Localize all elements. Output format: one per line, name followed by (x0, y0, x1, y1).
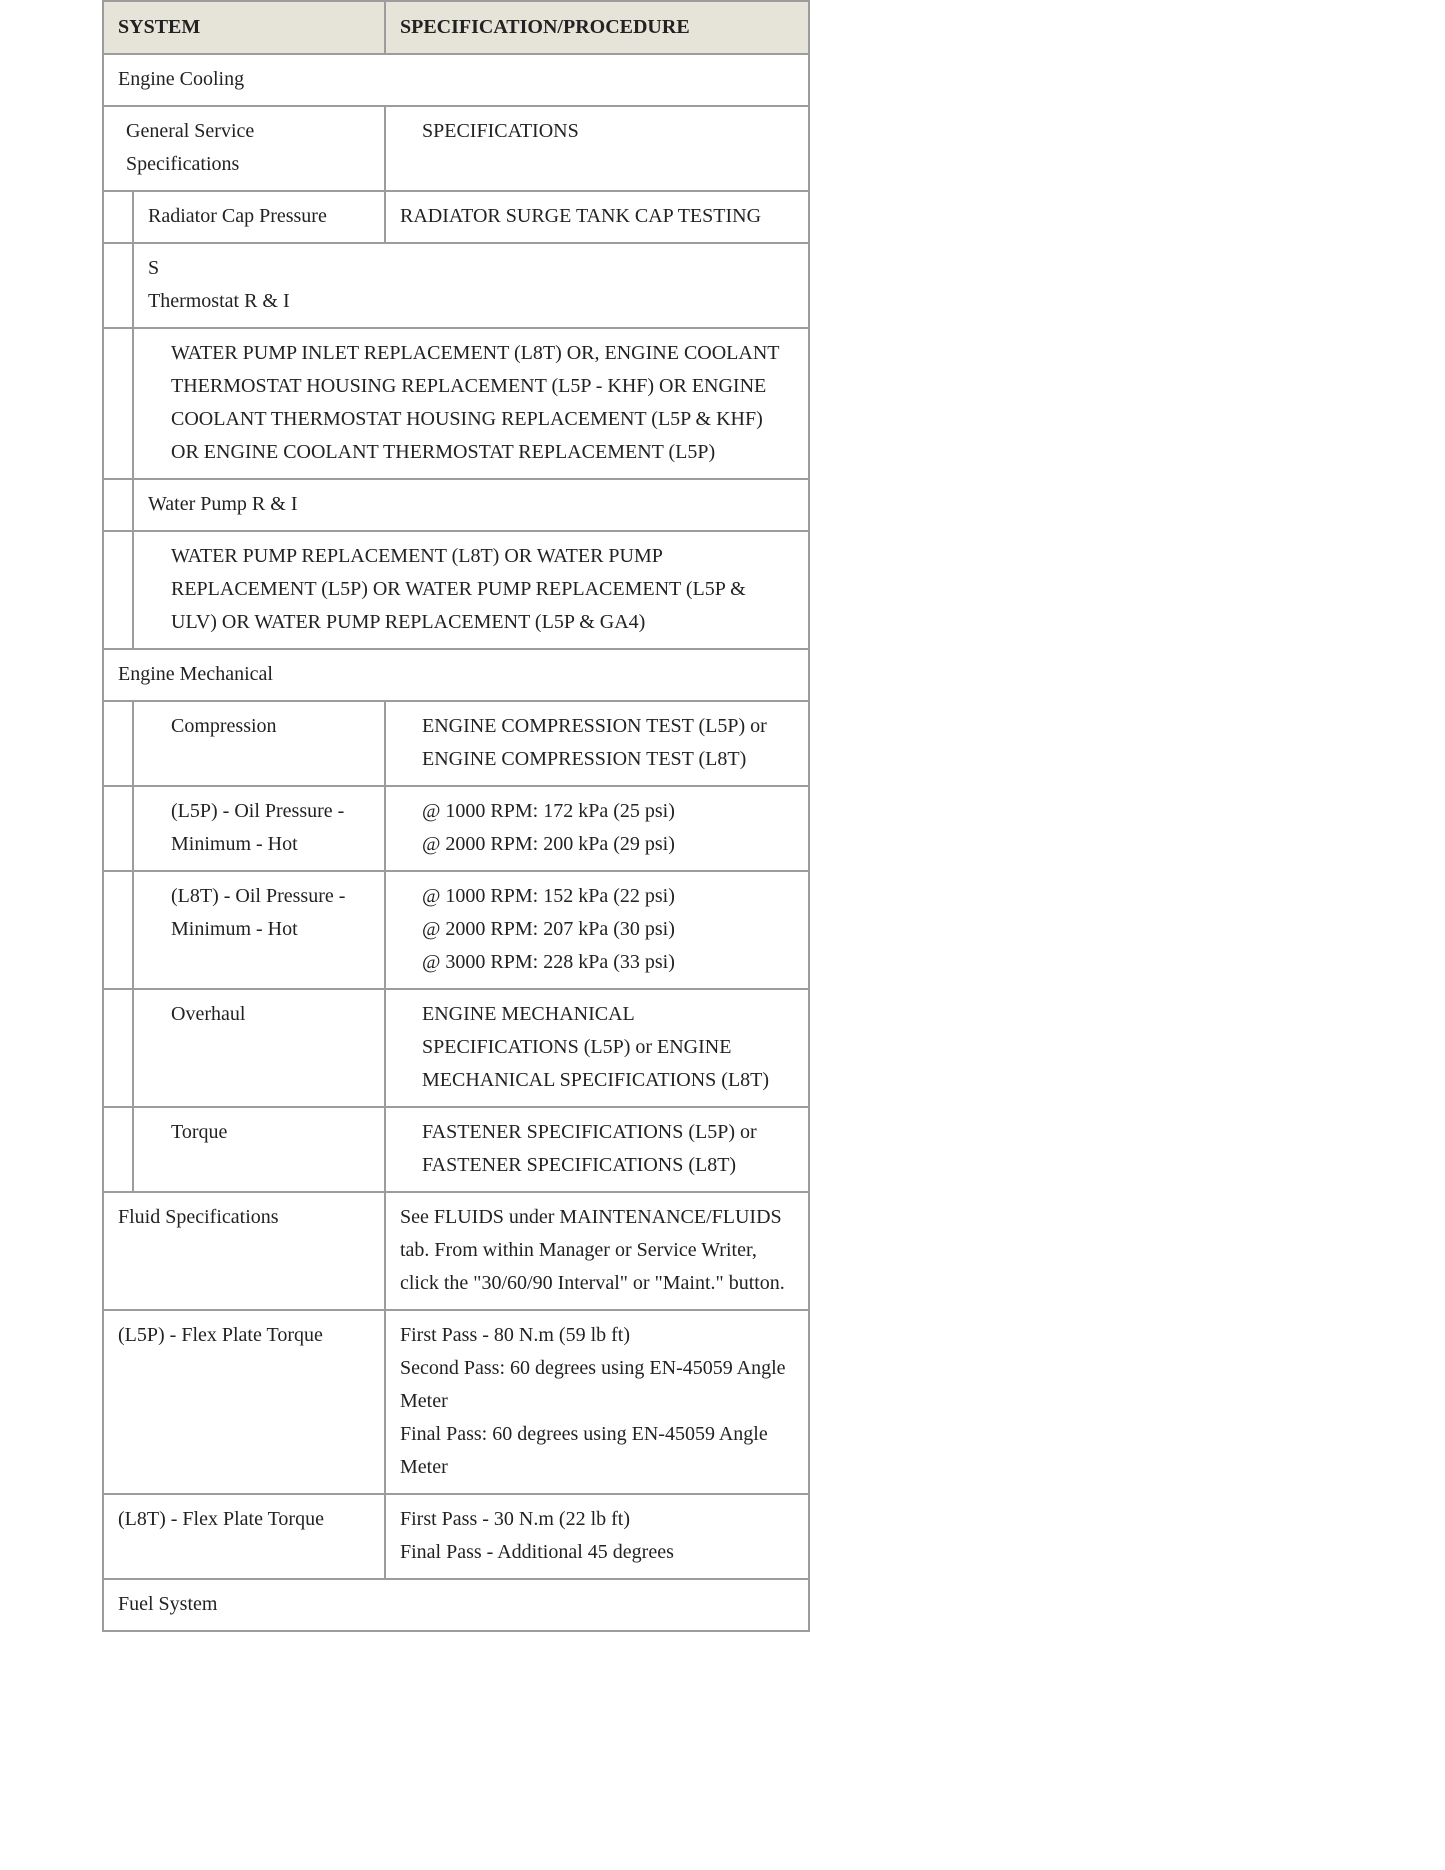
section-fuel-system: Fuel System (103, 1579, 809, 1631)
radiator-cap-label: Radiator Cap Pressure (133, 191, 385, 243)
table-row (103, 531, 809, 649)
table-row (103, 1192, 809, 1310)
indent-cell (103, 701, 133, 786)
section-engine-cooling: Engine Cooling (103, 54, 809, 106)
table-row (103, 328, 809, 479)
table-row (103, 989, 809, 1107)
indent-cell (103, 191, 133, 243)
overhaul-label: Overhaul (133, 989, 385, 1107)
flex-plate-pass: Final Pass: 60 degrees using EN-45059 Angle Meter (400, 1423, 768, 1478)
table-row (103, 786, 809, 871)
table-row (103, 1310, 809, 1494)
overhaul-value: ENGINE MECHANICAL SPECIFICATIONS (L5P) or ENGINE MECHANICAL SPECIFICATIONS (L8T) (385, 989, 809, 1107)
fluid-spec-value: See FLUIDS under MAINTENANCE/FLUIDS tab. From within Manager or Service Writer, click the "30/60/90 Interval" or "Maint." button. (385, 1192, 809, 1310)
compression-value: ENGINE COMPRESSION TEST (L5P) or ENGINE COMPRESSION TEST (L8T) (385, 701, 809, 786)
table-row (103, 243, 809, 328)
water-pump-procedure: WATER PUMP REPLACEMENT (L8T) OR WATER PUMP REPLACEMENT (L5P) OR WATER PUMP REPLACEMENT (L5P & ULV) OR WATER PUMP REPLACEMENT (L5P & GA4) (133, 531, 809, 649)
flex-plate-l8t-label: (L8T) - Flex Plate Torque (103, 1494, 385, 1579)
section-row-fuel-system (103, 1579, 809, 1631)
water-pump-label: Water Pump R & I (133, 479, 809, 531)
flex-plate-pass: Second Pass: 60 degrees using EN-45059 Angle Meter (400, 1357, 786, 1412)
oil-pressure-line: @ 3000 RPM: 228 kPa (33 psi) (422, 951, 675, 973)
oil-pressure-line: @ 1000 RPM: 172 kPa (25 psi) (422, 800, 675, 822)
thermostat-label-line2: Thermostat R & I (148, 290, 290, 312)
header-system: SYSTEM (103, 1, 385, 54)
indent-cell (103, 1107, 133, 1192)
thermostat-label-line1: S (148, 257, 160, 279)
specification-table (102, 0, 810, 1632)
indent-cell (103, 871, 133, 989)
oil-pressure-l5p-value (385, 786, 809, 871)
header-specification: SPECIFICATION/PROCEDURE (385, 1, 809, 54)
oil-pressure-line: @ 2000 RPM: 200 kPa (29 psi) (422, 833, 675, 855)
indent-cell (103, 328, 133, 479)
radiator-cap-value: RADIATOR SURGE TANK CAP TESTING (385, 191, 809, 243)
flex-plate-pass: First Pass - 30 N.m (22 lb ft) (400, 1508, 630, 1530)
table-row (103, 191, 809, 243)
flex-plate-pass: First Pass - 80 N.m (59 lb ft) (400, 1324, 630, 1346)
indent-cell (103, 243, 133, 328)
table-row (103, 871, 809, 989)
indent-cell (103, 786, 133, 871)
oil-pressure-line: @ 2000 RPM: 207 kPa (30 psi) (422, 918, 675, 940)
fluid-spec-label: Fluid Specifications (103, 1192, 385, 1310)
section-engine-mechanical: Engine Mechanical (103, 649, 809, 701)
table-row (103, 106, 809, 191)
oil-pressure-l8t-label: (L8T) - Oil Pressure - Minimum - Hot (133, 871, 385, 989)
torque-value: FASTENER SPECIFICATIONS (L5P) or FASTENER SPECIFICATIONS (L8T) (385, 1107, 809, 1192)
thermostat-label (133, 243, 809, 328)
table-header-row (103, 1, 809, 54)
oil-pressure-l8t-value (385, 871, 809, 989)
section-row-engine-mechanical (103, 649, 809, 701)
oil-pressure-line: @ 1000 RPM: 152 kPa (22 psi) (422, 885, 675, 907)
table-row (103, 1107, 809, 1192)
indent-cell (103, 989, 133, 1107)
general-service-value: SPECIFICATIONS (385, 106, 809, 191)
indent-cell (103, 479, 133, 531)
table-row (103, 701, 809, 786)
indent-cell (103, 531, 133, 649)
table-row (103, 479, 809, 531)
compression-label: Compression (133, 701, 385, 786)
general-service-label: General Service Specifications (103, 106, 385, 191)
flex-plate-l8t-value (385, 1494, 809, 1579)
flex-plate-l5p-label: (L5P) - Flex Plate Torque (103, 1310, 385, 1494)
section-row-engine-cooling (103, 54, 809, 106)
torque-label: Torque (133, 1107, 385, 1192)
flex-plate-l5p-value (385, 1310, 809, 1494)
thermostat-procedure: WATER PUMP INLET REPLACEMENT (L8T) OR, ENGINE COOLANT THERMOSTAT HOUSING REPLACEMENT (L5P - KHF) OR ENGINE COOLANT THERMOSTAT HOUSING REPLACEMENT (L5P & KHF) OR ENGINE COOLANT THERMOSTAT REPLACEMENT (L5P) (133, 328, 809, 479)
oil-pressure-l5p-label: (L5P) - Oil Pressure - Minimum - Hot (133, 786, 385, 871)
table-row (103, 1494, 809, 1579)
flex-plate-pass: Final Pass - Additional 45 degrees (400, 1541, 674, 1563)
